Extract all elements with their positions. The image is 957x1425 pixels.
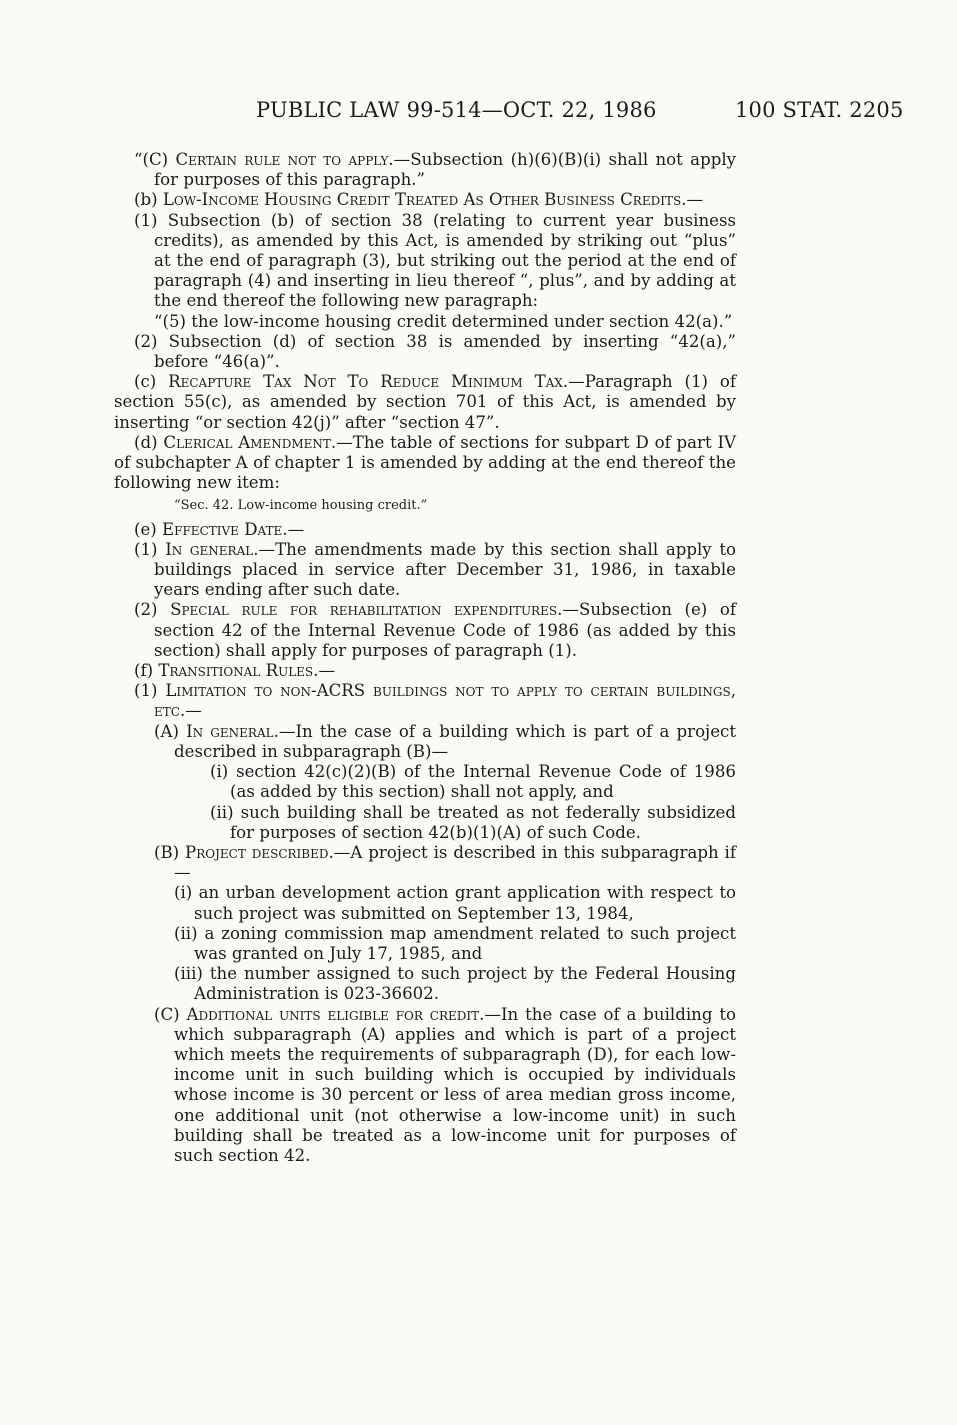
paragraph: (d) Clerical Amendment.—The table of sections for subpart D of part IV of subchapter A of chapter 1 is amended by adding at the end thereof the following new item:	[114, 432, 736, 493]
page-header-title: PUBLIC LAW 99-514—OCT. 22, 1986	[256, 98, 657, 122]
paragraph: “(C) Certain rule not to apply.—Subsection (h)(6)(B)(i) shall not apply for purposes of this paragraph.”	[134, 150, 737, 190]
paragraph: (i) an urban development action grant application with respect to such project was submitted on September 13, 1984,	[174, 883, 736, 923]
paragraph: (1) Subsection (b) of section 38 (relating to current year business credits), as amended by this Act, is amended by striking out “plus” at the end of paragraph (3), but striking out the period at the end of paragraph (4) and inserting in lieu thereof “, plus”, and by adding at the end thereof the following new paragraph:	[134, 210, 736, 311]
statute-text	[114, 150, 736, 1166]
paragraph: (1) Limitation to non-ACRS buildings not to apply to certain buildings, etc.—	[134, 681, 737, 721]
paragraph: (f) Transitional Rules.—	[134, 661, 336, 681]
page-header-stat: 100 STAT. 2205	[735, 98, 904, 122]
paragraph: (A) In general.—In the case of a building which is part of a project described in subparagraph (B)—	[154, 721, 736, 761]
paragraph: (iii) the number assigned to such project by the Federal Housing Administration is 023-36602.	[174, 964, 736, 1004]
paragraph: (e) Effective Date.—	[134, 519, 305, 539]
paragraph: (B) Project described.—A project is described in this subparagraph if—	[154, 842, 737, 883]
paragraph: (ii) such building shall be treated as not federally subsidized for purposes of section 42(b)(1)(A) of such Code.	[210, 802, 736, 842]
paragraph: (C) Additional units eligible for credit.—In the case of a building to which subparagraph (A) applies and which is part of a project which meets the requirements of subparagraph (D), for each low-income unit in such building which is occupied by individuals whose income is 30 percent or less of area median gross income, one additional unit (not otherwise a low-income unit) in such building shall be treated as a low-income unit for purposes of such section 42.	[154, 1004, 736, 1165]
paragraph: (c) Recapture Tax Not To Reduce Minimum Tax.—Paragraph (1) of section 55(c), as amended by section 701 of this Act, is amended by inserting “or section 42(j)” after “section 47”.	[114, 372, 736, 432]
paragraph: (i) section 42(c)(2)(B) of the Internal Revenue Code of 1986 (as added by this section) shall not apply, and	[210, 762, 736, 802]
paragraph: (ii) a zoning commission map amendment related to such project was granted on July 17, 1985, and	[174, 923, 736, 963]
paragraph: “(5) the low-income housing credit determined under section 42(a).”	[154, 311, 733, 331]
paragraph: (1) In general.—The amendments made by this section shall apply to buildings placed in service after December 31, 1986, in taxable years ending after such date.	[134, 539, 736, 600]
paragraph: (b) Low-Income Housing Credit Treated As Other Business Credits.—	[134, 190, 704, 210]
paragraph: (2) Special rule for rehabilitation expenditures.—Subsection (e) of section 42 of the Internal Revenue Code of 1986 (as added by this section) shall apply for purposes of paragraph (1).	[134, 600, 736, 660]
paragraph: (2) Subsection (d) of section 38 is amended by inserting “42(a),” before “46(a)”.	[134, 331, 736, 372]
table-of-sections-item: “Sec. 42. Low-income housing credit.”	[174, 498, 428, 514]
